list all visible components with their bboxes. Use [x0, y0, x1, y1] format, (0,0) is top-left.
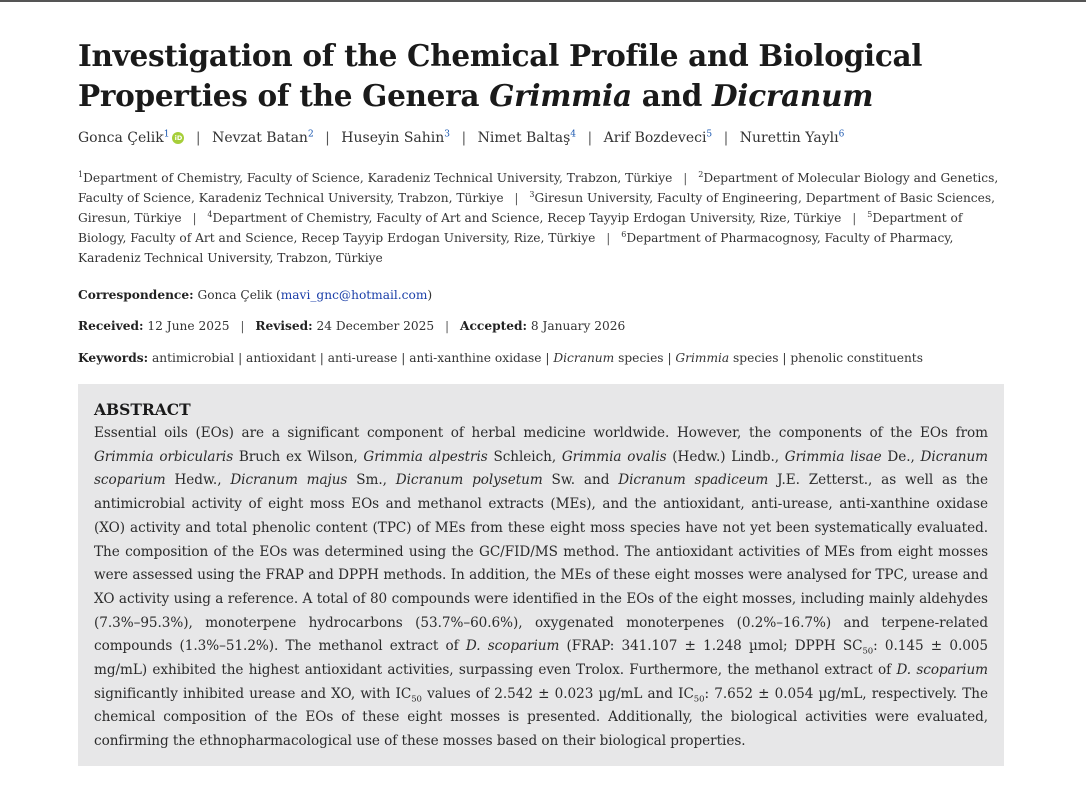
abstract-italic-term: D. scoparium: [896, 662, 988, 679]
affil-marker: 1: [78, 169, 84, 179]
abstract-italic-term: Grimmia ovalis: [561, 448, 667, 465]
author-affil-marker[interactable]: 6: [838, 129, 845, 140]
keyword: antioxidant: [246, 351, 316, 365]
author-name[interactable]: Nimet Baltaş: [477, 130, 571, 146]
abstract-subscript: 50: [411, 694, 422, 705]
abstract-body: [94, 422, 988, 754]
affil-separator: |: [683, 171, 688, 185]
affiliation-text: Department of Molecular Biology and Genetics, Faculty of Science, Karadeniz Technical University, Trabzon, Türkiye: [78, 171, 999, 205]
abstract-italic-term: Dicranum majus: [230, 472, 348, 489]
keyword-separator: |: [782, 351, 787, 365]
date-separator: |: [240, 319, 245, 333]
affil-marker: 6: [621, 229, 627, 239]
abstract-text-run: J.E. Zetterst., as well as the antimicrobial activity of eight moss EOs and methanol extracts (MEs), and the antioxidant, anti-urease, anti-xanthine oxidase (XO) activity and total phenolic content (TPC) of MEs from these eight moss species have not yet been systematically evaluated. The composition of the EOs was determined using the GC/FID/MS method. The antioxidant activities of MEs from eight mosses were assessed using the FRAP and DPPH methods. In addition, the MEs of these eight mosses were analysed for TPC, urease and XO activity using a reference. A total of 80 compounds were identified in the EOs of the eight mosses, including mainly aldehydes (7.3%–95.3%), monoterpene hydrocarbons (53.7%–60.6%), oxygenated monoterpenes (0.2%–16.7%) and terpene-related compounds (1.3%–51.2%). The methanol extract of: [94, 472, 989, 655]
author-affil-marker[interactable]: 4: [570, 129, 577, 140]
abstract-text-run: (FRAP: 341.107 ± 1.248 µmol; DPPH SC: [559, 638, 863, 655]
author-name[interactable]: Arif Bozdeveci: [603, 130, 707, 146]
abstract-text-run: : 7.652 ± 0.054 µg/mL, respectively. The chemical composition of the EOs of these eight mosses is presented. Additionally, the biological activities were evaluated, confirming the ethnopharmacological use of these mosses based on their biological properties.: [94, 685, 988, 750]
author-separator: |: [587, 130, 593, 146]
author-affil-marker[interactable]: 2: [307, 129, 314, 140]
abstract-text-run: values of 2.542 ± 0.023 µg/mL and IC: [421, 685, 694, 702]
orcid-icon[interactable]: iD: [172, 132, 184, 144]
abstract-text-run: Bruch ex Wilson,: [233, 448, 364, 465]
keyword: phenolic constituents: [790, 351, 923, 365]
abstract-text-run: significantly inhibited urease and XO, with IC: [94, 685, 412, 702]
author-list: [78, 128, 1004, 148]
author-affil-marker[interactable]: 1: [163, 129, 170, 140]
abstract-text-run: De.,: [881, 448, 921, 465]
keywords-label: Keywords:: [78, 351, 149, 365]
abstract-text-run: Schleich,: [487, 448, 562, 465]
affiliation-text: Giresun University, Faculty of Engineering, Department of Basic Sciences, Giresun, Türkiye: [78, 191, 995, 225]
keyword-separator: |: [319, 351, 324, 365]
abstract-text-run: Sm.,: [347, 472, 396, 489]
revised-date: 24 December 2025: [316, 319, 435, 333]
abstract-box: [78, 384, 1004, 766]
affil-marker: 3: [529, 189, 535, 199]
abstract-text-run: Sw. and: [542, 472, 619, 489]
abstract-italic-term: Grimmia orbicularis: [94, 448, 234, 465]
author-name[interactable]: Huseyin Sahin: [341, 130, 445, 146]
keyword-separator: |: [667, 351, 672, 365]
received-label: Received:: [78, 319, 144, 333]
author-separator: |: [195, 130, 201, 146]
author-name[interactable]: Nevzat Batan: [212, 130, 308, 146]
keyword-separator: |: [238, 351, 243, 365]
abstract-italic-term: Dicranum polysetum: [395, 472, 543, 489]
abstract-italic-term: D. scoparium: [465, 638, 560, 655]
abstract-italic-term: Grimmia lisae: [784, 448, 882, 465]
accepted-date: 8 January 2026: [530, 319, 626, 333]
abstract-italic-term: Dicranum scoparium: [94, 448, 989, 489]
author-separator: |: [325, 130, 330, 146]
accepted-label: Accepted:: [460, 319, 528, 333]
affil-separator: |: [514, 191, 519, 205]
article-dates: [78, 317, 1004, 335]
title-text: Investigation of the Chemical Profile and Biological Properties of the Genera: [78, 38, 923, 113]
affiliation-text: Department of Chemistry, Faculty of Art and Science, Recep Tayyip Erdogan University, Rize, Türkiye: [212, 211, 842, 225]
author-separator: |: [723, 130, 729, 146]
keyword-italic: Grimmia: [675, 351, 730, 365]
abstract-heading: ABSTRACT: [94, 400, 191, 419]
revised-label: Revised:: [255, 319, 313, 333]
correspondence-email-link[interactable]: mavi_gnc@hotmail.com: [280, 288, 428, 302]
keywords: [78, 349, 1004, 367]
affil-separator: |: [606, 231, 611, 245]
correspondence: Correspondence: Gonca Çelik (mavi_gnc@hotmail.com): [78, 288, 433, 302]
author-name[interactable]: Gonca Çelik: [78, 130, 164, 146]
keyword: [675, 351, 778, 365]
affiliations: [78, 168, 1004, 268]
affiliation-text: Department of Pharmacognosy, Faculty of Pharmacy, Karadeniz Technical University, Trabzon, Türkiye: [78, 231, 954, 265]
date-separator: |: [445, 319, 450, 333]
keyword-separator: |: [545, 351, 550, 365]
affil-marker: 2: [698, 169, 704, 179]
abstract-subscript: 50: [862, 647, 874, 658]
keyword-italic: Dicranum: [553, 351, 615, 365]
affil-marker: 5: [867, 209, 873, 219]
received-date: 12 June 2025: [147, 319, 230, 333]
keyword: [553, 351, 663, 365]
keyword: antimicrobial: [151, 351, 235, 365]
abstract-text-run: (Hedw.) Lindb.,: [666, 448, 785, 465]
abstract-italic-term: Grimmia alpestris: [363, 448, 488, 465]
affil-separator: |: [192, 211, 197, 225]
title-and: and: [631, 78, 713, 113]
correspondence-label: Correspondence:: [78, 288, 194, 302]
abstract-italic-term: Dicranum spadiceum: [618, 472, 769, 489]
affiliation-text: Department of Chemistry, Faculty of Science, Karadeniz Technical University, Trabzon, Türkiye: [83, 171, 673, 185]
affiliation-text: Department of Biology, Faculty of Art and Science, Recep Tayyip Erdogan University, Rize, Türkiye: [78, 211, 963, 245]
correspondence-name: Gonca Çelik: [197, 288, 273, 302]
author-affil-marker[interactable]: 5: [706, 129, 713, 140]
title-genus-grimmia: Grimmia: [489, 78, 632, 113]
author-affil-marker[interactable]: 3: [444, 129, 451, 140]
author-separator: |: [461, 130, 467, 146]
abstract-text-run: Hedw.,: [165, 472, 231, 489]
keyword-separator: |: [401, 351, 406, 365]
abstract-subscript: 50: [693, 694, 705, 705]
affil-separator: |: [852, 211, 857, 225]
article-title: [78, 36, 1004, 116]
author-name[interactable]: Nurettin Yaylı: [739, 130, 839, 146]
affil-marker: 4: [207, 209, 213, 219]
title-genus-dicranum: Dicranum: [712, 78, 874, 113]
keyword-rest: species: [614, 351, 664, 365]
abstract-text-run: : 0.145 ± 0.005 mg/mL) exhibited the highest antioxidant activities, surpassing even Trolox. Furthermore, the methanol extract of: [94, 638, 989, 679]
abstract-text-run: Essential oils (EOs) are a significant component of herbal medicine worldwide. However, the components of the EOs from: [94, 425, 988, 441]
keyword: anti-xanthine oxidase: [409, 351, 542, 365]
keyword: anti-urease: [327, 351, 398, 365]
keyword-rest: species: [729, 351, 779, 365]
